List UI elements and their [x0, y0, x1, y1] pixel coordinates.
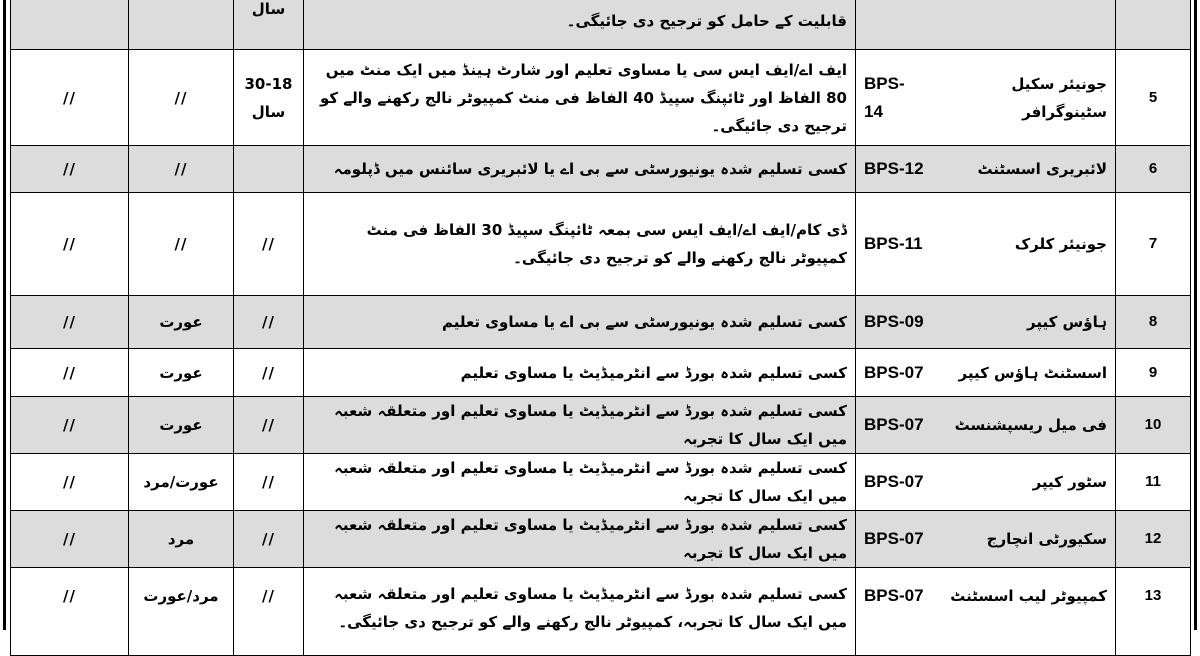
cell-serial	[1116, 0, 1191, 50]
cell-post	[856, 146, 1116, 193]
table-row	[11, 146, 1191, 193]
post-title: سکیورٹی انچارج	[986, 530, 1107, 548]
table-row	[11, 349, 1191, 397]
cell-ditto: //	[11, 397, 129, 454]
cell-serial: 7	[1116, 193, 1191, 296]
table-row	[11, 50, 1191, 146]
bps-grade: BPS-07	[864, 415, 924, 434]
cell-age: //	[234, 193, 304, 296]
cell-qualification: کسی تسلیم شدہ یونیورسٹی سے بی اے یا مساوی تعلیم	[304, 296, 856, 349]
cell-age: //	[234, 511, 304, 568]
cell-post	[856, 0, 1116, 50]
cell-serial: 10	[1116, 397, 1191, 454]
cell-qualification: کسی تسلیم شدہ بورڈ سے انٹرمیڈیٹ یا مساوی تعلیم اور متعلقہ شعبہ میں ایک سال کا تجربہ	[304, 397, 856, 454]
post-title: جونیئر کلرک	[1014, 235, 1107, 253]
cell-qualification: کسی تسلیم شدہ بورڈ سے انٹرمیڈیٹ یا مساوی تعلیم	[304, 349, 856, 397]
cell-serial: 12	[1116, 511, 1191, 568]
cell-qualification: ایف اے/ایف ایس سی یا مساوی تعلیم اور شارٹ ہینڈ میں ایک منٹ میں 80 الفاظ اور ٹائپنگ سپیڈ 40 الفاظ فی منٹ کمپیوٹر نالج رکھنے والے کو ترجیح دی جائیگی۔	[304, 50, 856, 146]
cell-gender: عورت	[129, 349, 234, 397]
cell-ditto: //	[11, 511, 129, 568]
cell-post	[856, 397, 1116, 454]
cell-ditto: //	[129, 146, 234, 193]
cell-post	[856, 511, 1116, 568]
cell-age: //	[234, 454, 304, 511]
bps-grade: BPS-07	[864, 472, 924, 491]
cell-ditto: //	[11, 454, 129, 511]
cell-age: //	[234, 397, 304, 454]
cell-age: سال	[234, 0, 304, 50]
cell-age: 30-18 سال	[234, 50, 304, 146]
cell-gender: مرد	[129, 511, 234, 568]
cell-post	[856, 349, 1116, 397]
cell-ditto: //	[129, 193, 234, 296]
cell-ditto: //	[129, 50, 234, 146]
cell-ditto: //	[11, 349, 129, 397]
cell-ditto: //	[11, 50, 129, 146]
jobs-table-body	[11, 0, 1191, 656]
post-title: اسسٹنٹ ہاؤس کیپر	[958, 363, 1107, 382]
cell-serial: 5	[1116, 50, 1191, 146]
cell-qualification: کسی تسلیم شدہ بورڈ سے انٹرمیڈیٹ یا مساوی تعلیم اور متعلقہ شعبہ میں ایک سال کا تجربہ	[304, 454, 856, 511]
jobs-table	[10, 0, 1191, 656]
cell-serial: 6	[1116, 146, 1191, 193]
cell-gender: مرد/عورت	[129, 568, 234, 656]
bps-grade: BPS-07	[864, 529, 924, 548]
cell-serial: 13	[1116, 568, 1191, 656]
cell-post	[856, 454, 1116, 511]
cell-serial: 8	[1116, 296, 1191, 349]
cell-ditto: //	[11, 568, 129, 656]
cell-post	[856, 296, 1116, 349]
cell-qualification: ڈی کام/ایف اے/ایف ایس سی بمعہ ٹائپنگ سپیڈ 30 الفاظ فی منٹ کمپیوٹر نالج رکھنے والے کو ترجیح دی جائیگی۔	[304, 193, 856, 296]
table-row	[11, 193, 1191, 296]
page-border-left	[3, 0, 6, 630]
post-title: فی میل ریسپشنسٹ	[954, 416, 1107, 434]
table-row	[11, 511, 1191, 568]
cell-serial: 11	[1116, 454, 1191, 511]
cell-qualification: کسی تسلیم شدہ بورڈ سے انٹرمیڈیٹ یا مساوی تعلیم اور متعلقہ شعبہ میں ایک سال کا تجربہ	[304, 511, 856, 568]
cell-ditto	[11, 0, 129, 50]
cell-post	[856, 568, 1116, 656]
cell-age: //	[234, 568, 304, 656]
cell-ditto: //	[11, 193, 129, 296]
table-row	[11, 296, 1191, 349]
bps-grade: BPS-11	[864, 234, 923, 253]
table-row	[11, 568, 1191, 656]
cell-serial: 9	[1116, 349, 1191, 397]
post-title: ہاؤس کیپر	[1027, 313, 1107, 331]
cell-gender: عورت	[129, 397, 234, 454]
cell-qualification: کسی تسلیم شدہ یونیورسٹی سے بی اے یا لائبریری سائنس میں ڈپلومہ	[304, 146, 856, 193]
post-title: کمپیوٹر لیب اسسٹنٹ	[950, 587, 1107, 605]
bps-grade: BPS-09	[864, 312, 924, 331]
table-row	[11, 454, 1191, 511]
post-title: لائبریری اسسٹنٹ	[977, 160, 1107, 178]
bps-grade: BPS-07	[864, 586, 924, 605]
bps-grade: BPS-12	[864, 159, 924, 178]
page-border-right	[1194, 0, 1197, 630]
bps-grade: BPS-07	[864, 362, 924, 382]
cell-age: //	[234, 349, 304, 397]
cell-gender	[129, 0, 234, 50]
cell-post	[856, 193, 1116, 296]
table-row	[11, 397, 1191, 454]
cell-post	[856, 50, 1116, 146]
cell-age	[234, 146, 304, 193]
cell-ditto: //	[11, 146, 129, 193]
cell-age: //	[234, 296, 304, 349]
cell-qualification: کسی تسلیم شدہ بورڈ سے انٹرمیڈیٹ یا مساوی تعلیم اور متعلقہ شعبہ میں ایک سال کا تجربہ، کمپیوٹر نالج رکھنے والے کو ترجیح دی جائیگی۔	[304, 568, 856, 656]
table-row	[11, 0, 1191, 50]
cell-gender: عورت	[129, 296, 234, 349]
bps-grade: BPS-14	[864, 73, 905, 121]
post-title: جونیئر سکیل سٹینوگرافر	[1011, 74, 1107, 121]
cell-ditto: //	[11, 296, 129, 349]
post-title: سٹور کیپر	[1032, 473, 1107, 491]
cell-gender: عورت/مرد	[129, 454, 234, 511]
cell-qualification: قابلیت کے حامل کو ترجیح دی جائیگی۔	[304, 0, 856, 50]
